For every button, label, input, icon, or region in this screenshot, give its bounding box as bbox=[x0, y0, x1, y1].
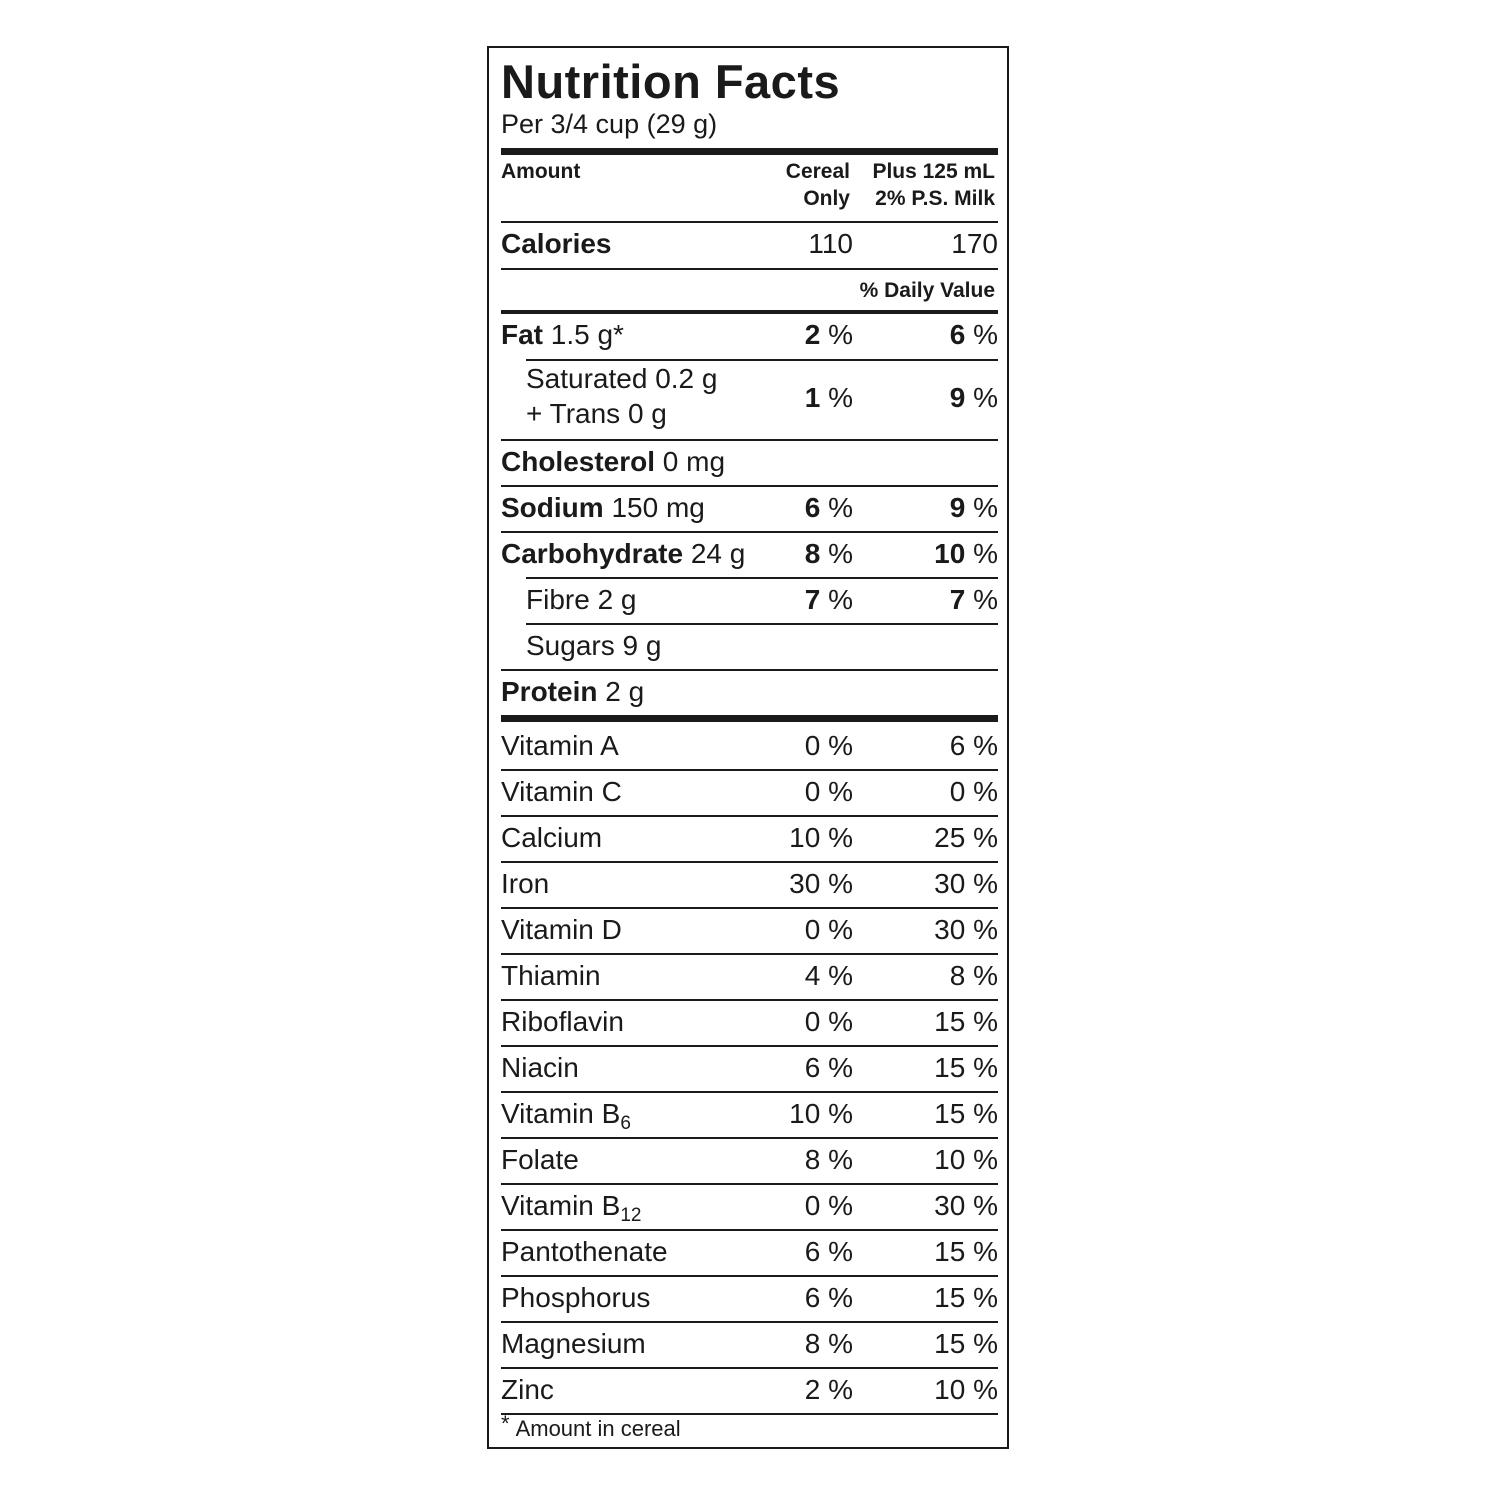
vitamin-cereal-value: 10 % bbox=[789, 1098, 853, 1129]
vitamin-with-milk-value: 0 % bbox=[949, 776, 998, 807]
vitamin-name: Magnesium bbox=[501, 1328, 646, 1359]
fibre-with-milk: 7 % bbox=[949, 584, 998, 615]
vitamin-name: Pantothenate bbox=[501, 1236, 668, 1267]
vitamin-name: Vitamin $B_6$ bbox=[501, 1098, 631, 1134]
carbohydrate-with-milk: 10 % bbox=[934, 538, 998, 569]
nutrition-facts-panel bbox=[487, 46, 1009, 1449]
cholesterol-label: Cholesterol 0 mg bbox=[501, 446, 726, 477]
sodium-label: Sodium 150 mg bbox=[501, 492, 705, 523]
calories-with-milk: 170 bbox=[951, 228, 998, 259]
vitamin-row bbox=[501, 1230, 998, 1274]
carbohydrate-label: Carbohydrate 24 g bbox=[501, 538, 746, 569]
vitamin-with-milk-value: 6 % bbox=[949, 730, 998, 761]
vitamin-name: Folate bbox=[501, 1144, 579, 1175]
vitamin-row bbox=[501, 1092, 998, 1136]
saturated-with-milk: 9 % bbox=[949, 382, 998, 413]
protein-row bbox=[501, 670, 998, 714]
vitamin-cereal-value: 0 % bbox=[804, 1006, 853, 1037]
footnote-star: * bbox=[501, 1411, 510, 1436]
vitamin-row bbox=[501, 908, 998, 952]
vitamin-with-milk-value: 15 % bbox=[934, 1282, 998, 1313]
footnote bbox=[501, 1411, 681, 1444]
calories-row bbox=[501, 222, 998, 266]
calories-label: Calories bbox=[501, 228, 612, 259]
vitamin-cereal-value: 6 % bbox=[804, 1282, 853, 1313]
fat-label: Fat 1.5 g* bbox=[501, 319, 624, 350]
vitamin-cereal-value: 6 % bbox=[804, 1236, 853, 1267]
sugars-row bbox=[501, 624, 998, 668]
vitamin-cereal-value: 0 % bbox=[804, 776, 853, 807]
vitamin-row bbox=[501, 1046, 998, 1090]
fibre-row bbox=[501, 578, 998, 622]
vitamin-row bbox=[501, 724, 998, 768]
cholesterol-row bbox=[501, 440, 998, 484]
carbohydrate-cereal: 8 % bbox=[804, 538, 853, 569]
vitamin-cereal-value: 0 % bbox=[804, 914, 853, 945]
sodium-row bbox=[501, 486, 998, 530]
vitamin-name: Thiamin bbox=[501, 960, 601, 991]
vitamin-with-milk-value: 30 % bbox=[934, 1190, 998, 1221]
vitamin-name: Vitamin D bbox=[501, 914, 622, 945]
calories-cereal: 110 bbox=[808, 228, 853, 259]
vitamin-name: Vitamin $B_{12}$ bbox=[501, 1190, 642, 1226]
vitamin-with-milk-value: 15 % bbox=[934, 1098, 998, 1129]
trans-label: + Trans 0 g bbox=[526, 398, 667, 429]
vitamin-cereal-value: 8 % bbox=[804, 1328, 853, 1359]
vitamin-cereal-value: 10 % bbox=[789, 822, 853, 853]
vitamin-row bbox=[501, 1276, 998, 1320]
vitamin-subscript: 6 bbox=[620, 1113, 631, 1134]
vitamin-with-milk-value: 15 % bbox=[934, 1236, 998, 1267]
vitamin-row bbox=[501, 1368, 998, 1412]
vitamin-row bbox=[501, 862, 998, 906]
serving-size: Per 3/4 cup (29 g) bbox=[501, 109, 718, 139]
fat-row bbox=[501, 313, 998, 357]
vitamin-name: Vitamin A bbox=[501, 730, 619, 761]
vitamin-with-milk-value: 15 % bbox=[934, 1006, 998, 1037]
vitamin-row bbox=[501, 1322, 998, 1366]
vitamin-row bbox=[501, 770, 998, 814]
vitamin-with-milk-value: 10 % bbox=[934, 1144, 998, 1175]
vitamin-cereal-value: 0 % bbox=[804, 730, 853, 761]
vitamin-with-milk-value: 10 % bbox=[934, 1374, 998, 1405]
vitamin-cereal-value: 8 % bbox=[804, 1144, 853, 1175]
thick-divider bbox=[501, 715, 998, 722]
sodium-with-milk: 9 % bbox=[949, 492, 998, 523]
thick-divider bbox=[501, 148, 998, 155]
vitamin-row bbox=[501, 1184, 998, 1228]
vitamin-with-milk-value: 15 % bbox=[934, 1328, 998, 1359]
divider bbox=[501, 268, 998, 270]
vitamin-with-milk-value: 30 % bbox=[934, 914, 998, 945]
vitamin-name: Phosphorus bbox=[501, 1282, 651, 1313]
vitamin-with-milk-value: 8 % bbox=[949, 960, 998, 991]
protein-label: Protein 2 g bbox=[501, 676, 645, 707]
vitamin-with-milk-value: 15 % bbox=[934, 1052, 998, 1083]
cereal-only-header-line2: Only bbox=[803, 187, 850, 210]
vitamin-name: Niacin bbox=[501, 1052, 579, 1083]
vitamin-cereal-value: 6 % bbox=[804, 1052, 853, 1083]
fat-cereal: 2 % bbox=[804, 319, 853, 350]
sodium-cereal: 6 % bbox=[804, 492, 853, 523]
saturated-label: Saturated 0.2 g bbox=[526, 363, 718, 394]
saturated-trans-row bbox=[501, 361, 998, 439]
vitamin-row bbox=[501, 954, 998, 998]
vitamin-cereal-value: 0 % bbox=[804, 1190, 853, 1221]
fat-with-milk: 6 % bbox=[949, 319, 998, 350]
vitamin-name: Zinc bbox=[501, 1374, 554, 1405]
saturated-cereal: 1 % bbox=[804, 382, 853, 413]
sugars-label: Sugars 9 g bbox=[526, 630, 662, 661]
amount-header: Amount bbox=[501, 160, 581, 183]
label-title: Nutrition Facts bbox=[501, 55, 841, 108]
vitamin-cereal-value: 2 % bbox=[804, 1374, 853, 1405]
cereal-only-header-line1: Cereal bbox=[785, 160, 850, 183]
vitamin-cereal-value: 4 % bbox=[804, 960, 853, 991]
fibre-label: Fibre 2 g bbox=[526, 584, 637, 615]
vitamin-name: Iron bbox=[501, 868, 550, 899]
vitamin-name: Riboflavin bbox=[501, 1006, 624, 1037]
vitamin-row bbox=[501, 1000, 998, 1044]
vitamin-row bbox=[501, 1138, 998, 1182]
daily-value-header: % Daily Value bbox=[859, 279, 995, 302]
vitamin-name: Vitamin C bbox=[501, 776, 622, 807]
with-milk-header-line1: Plus 125 mL bbox=[872, 160, 995, 183]
vitamin-name: Calcium bbox=[501, 822, 603, 853]
vitamin-cereal-value: 30 % bbox=[789, 868, 853, 899]
vitamin-with-milk-value: 25 % bbox=[934, 822, 998, 853]
footnote-text: Amount in cereal bbox=[515, 1416, 681, 1441]
vitamin-subscript: 12 bbox=[620, 1205, 642, 1226]
carbohydrate-row bbox=[501, 532, 998, 576]
vitamin-row bbox=[501, 816, 998, 860]
with-milk-header-line2: 2% P.S. Milk bbox=[875, 187, 995, 210]
vitamin-with-milk-value: 30 % bbox=[934, 868, 998, 899]
fibre-cereal: 7 % bbox=[804, 584, 853, 615]
